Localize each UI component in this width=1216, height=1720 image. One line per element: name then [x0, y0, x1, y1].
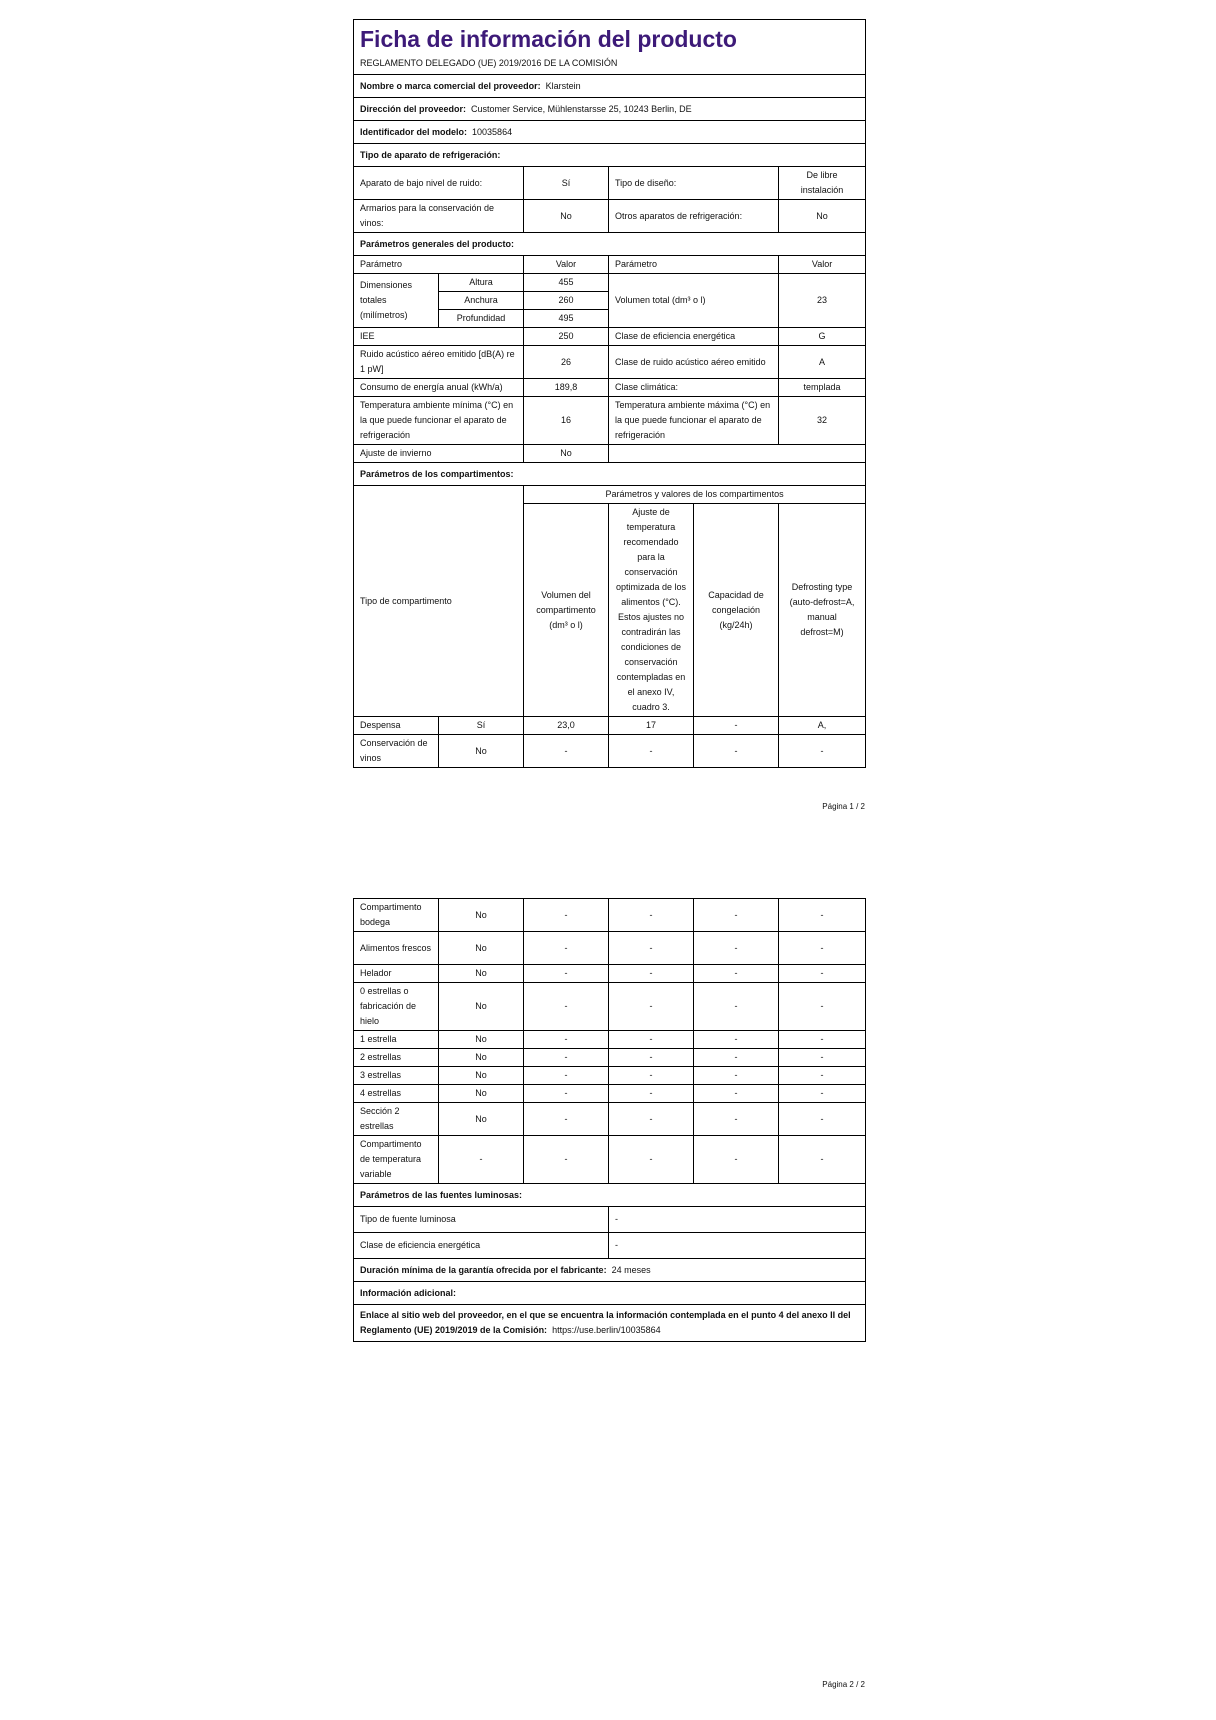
width-label: Anchura [439, 292, 524, 310]
compartment-volume: - [524, 1103, 609, 1136]
noise-class-label: Clase de ruido acústico aéreo emitido [609, 346, 779, 379]
value-header-2: Valor [779, 256, 866, 274]
compartment-present: No [439, 1103, 524, 1136]
page-number-2: Página 2 / 2 [822, 1680, 865, 1689]
winter-setting-value: No [524, 445, 609, 463]
compartment-freeze: - [694, 899, 779, 932]
compartment-present: No [439, 965, 524, 983]
noise-label: Ruido acústico aéreo emitido [dB(A) re 1 pW] [354, 346, 524, 379]
compartment-volume: 23,0 [524, 717, 609, 735]
climate-class-label: Clase climática: [609, 379, 779, 397]
light-type-label: Tipo de fuente luminosa [354, 1207, 609, 1233]
appliance-type-heading: Tipo de aparato de refrigeración: [354, 144, 866, 167]
value-header: Valor [524, 256, 609, 274]
compartment-temp: - [609, 1049, 694, 1067]
table-row [354, 965, 866, 983]
compartment-volume: - [524, 1067, 609, 1085]
table-row [354, 1049, 866, 1067]
compartment-defrost: - [779, 1103, 866, 1136]
light-class-label: Clase de eficiencia energética [354, 1233, 609, 1259]
compartment-freeze: - [694, 717, 779, 735]
compartment-freeze: - [694, 983, 779, 1031]
min-temp-value: 16 [524, 397, 609, 445]
table-row [354, 1136, 866, 1184]
compartment-freeze: - [694, 1136, 779, 1184]
compartment-defrost: - [779, 1031, 866, 1049]
energy-class-value: G [779, 328, 866, 346]
noise-value: 26 [524, 346, 609, 379]
compartment-type-header: Tipo de compartimento [354, 486, 524, 717]
document-title: Ficha de información del producto [360, 26, 737, 52]
compartment-freeze: - [694, 932, 779, 965]
model-label: Identificador del modelo: [360, 126, 468, 137]
other-appliance-value: No [779, 200, 866, 233]
supplier-address-label: Dirección del proveedor: [360, 103, 467, 114]
compartment-temp: - [609, 1067, 694, 1085]
depth-label: Profundidad [439, 310, 524, 328]
model-row [354, 121, 866, 144]
col-volume-header: Volumen del compartimento (dm³ o l) [524, 504, 609, 717]
light-params-heading: Parámetros de las fuentes luminosas: [354, 1184, 866, 1207]
compartment-present: - [439, 1136, 524, 1184]
compartment-defrost: - [779, 1049, 866, 1067]
compartment-temp: - [609, 1031, 694, 1049]
compartment-name: Conservación de vinos [354, 735, 439, 768]
compartment-present: No [439, 1049, 524, 1067]
compartment-present: No [439, 899, 524, 932]
compartment-present: No [439, 735, 524, 768]
noise-class-value: A [779, 346, 866, 379]
light-class-value: - [609, 1233, 866, 1259]
table-row [354, 735, 866, 768]
compartment-freeze: - [694, 735, 779, 768]
compartment-name: Sección 2 estrellas [354, 1103, 439, 1136]
compartment-defrost: - [779, 1067, 866, 1085]
compartment-name: 0 estrellas o fabricación de hielo [354, 983, 439, 1031]
compartment-defrost: - [779, 735, 866, 768]
param-header: Parámetro [354, 256, 524, 274]
supplier-name-row [354, 75, 866, 98]
compartments-heading: Parámetros de los compartimentos: [354, 463, 866, 486]
compartment-present: Sí [439, 717, 524, 735]
compartment-temp: - [609, 1103, 694, 1136]
table-row [354, 1085, 866, 1103]
page-number-1: Página 1 / 2 [822, 802, 865, 811]
supplier-address-value: Customer Service, Mühlenstarsse 25, 10243 Berlin, DE [471, 103, 692, 114]
compartment-name: Despensa [354, 717, 439, 735]
compartment-defrost: - [779, 1085, 866, 1103]
compartment-temp: - [609, 932, 694, 965]
supplier-name-value: Klarstein [545, 80, 581, 91]
design-type-value: De libre instalación [779, 167, 866, 200]
compartment-defrost: - [779, 965, 866, 983]
compartment-temp: - [609, 1085, 694, 1103]
page-1-sheet [353, 19, 865, 768]
supplier-link-row [354, 1305, 866, 1342]
dimensions-label: Dimensiones totales (milímetros) [354, 274, 439, 328]
table-row [354, 1103, 866, 1136]
width-value: 260 [524, 292, 609, 310]
wine-cabinet-label: Armarios para la conservación de vinos: [354, 200, 524, 233]
low-noise-label: Aparato de bajo nivel de ruido: [354, 167, 524, 200]
min-temp-label: Temperatura ambiente mínima (°C) en la que puede funcionar el aparato de refrigeración [354, 397, 524, 445]
model-value: 10035864 [472, 126, 513, 137]
supplier-link-value[interactable]: https://use.berlin/10035864 [552, 1325, 661, 1335]
compartment-name: Helador [354, 965, 439, 983]
compartment-temp: - [609, 965, 694, 983]
compartment-defrost: - [779, 899, 866, 932]
compartment-freeze: - [694, 1031, 779, 1049]
col-freeze-header: Capacidad de congelación (kg/24h) [694, 504, 779, 717]
design-type-label: Tipo de diseño: [609, 167, 779, 200]
supplier-name-label: Nombre o marca comercial del proveedor: [360, 80, 541, 91]
table-row [354, 1031, 866, 1049]
compartment-freeze: - [694, 1067, 779, 1085]
compartment-volume: - [524, 735, 609, 768]
compartment-name: 1 estrella [354, 1031, 439, 1049]
max-temp-value: 32 [779, 397, 866, 445]
total-volume-value: 23 [779, 274, 866, 328]
winter-empty-cell [609, 445, 866, 463]
compartment-volume: - [524, 1049, 609, 1067]
additional-info-heading: Información adicional: [354, 1282, 866, 1305]
compartment-volume: - [524, 965, 609, 983]
height-value: 455 [524, 274, 609, 292]
compartment-present: No [439, 983, 524, 1031]
compartment-volume: - [524, 1031, 609, 1049]
regulation-subtitle: REGLAMENTO DELEGADO (UE) 2019/2016 DE LA COMISIÓN [360, 58, 618, 68]
compartment-present: No [439, 1085, 524, 1103]
warranty-label: Duración mínima de la garantía ofrecida por el fabricante: [360, 1264, 607, 1275]
product-info-table [353, 19, 866, 768]
max-temp-label: Temperatura ambiente máxima (°C) en la que puede funcionar el aparato de refrigeración [609, 397, 779, 445]
warranty-row [354, 1259, 866, 1282]
compartment-temp: - [609, 735, 694, 768]
energy-consumption-value: 189,8 [524, 379, 609, 397]
param-header-2: Parámetro [609, 256, 779, 274]
light-type-value: - [609, 1207, 866, 1233]
compartment-defrost: - [779, 983, 866, 1031]
warranty-value: 24 meses [611, 1264, 651, 1275]
winter-setting-label: Ajuste de invierno [354, 445, 524, 463]
title-cell [354, 20, 866, 75]
compartment-name: Compartimento de temperatura variable [354, 1136, 439, 1184]
compartment-freeze: - [694, 1085, 779, 1103]
compartment-volume: - [524, 899, 609, 932]
other-appliance-label: Otros aparatos de refrigeración: [609, 200, 779, 233]
compartment-name: 2 estrellas [354, 1049, 439, 1067]
compartment-freeze: - [694, 1103, 779, 1136]
table-row [354, 717, 866, 735]
compartment-name: Alimentos frescos [354, 932, 439, 965]
energy-class-label: Clase de eficiencia energética [609, 328, 779, 346]
compartment-freeze: - [694, 1049, 779, 1067]
compartment-defrost: A, [779, 717, 866, 735]
supplier-link-label: Enlace al sitio web del proveedor, en el que se encuentra la información contemplada en el punto 4 del anexo II del Reglamento (UE) 2019/2019 de la Comisión: [360, 1310, 851, 1335]
compartment-freeze: - [694, 965, 779, 983]
general-params-heading: Parámetros generales del producto: [354, 233, 866, 256]
iee-value: 250 [524, 328, 609, 346]
compartment-name: Compartimento bodega [354, 899, 439, 932]
table-row [354, 932, 866, 965]
total-volume-label: Volumen total (dm³ o l) [609, 274, 779, 328]
compartment-volume: - [524, 932, 609, 965]
compartment-defrost: - [779, 932, 866, 965]
compartment-present: No [439, 1067, 524, 1085]
height-label: Altura [439, 274, 524, 292]
compartment-params-header: Parámetros y valores de los compartimentos [524, 486, 866, 504]
compartment-defrost: - [779, 1136, 866, 1184]
energy-consumption-label: Consumo de energía anual (kWh/a) [354, 379, 524, 397]
compartment-volume: - [524, 983, 609, 1031]
table-row [354, 983, 866, 1031]
compartment-temp: - [609, 1136, 694, 1184]
compartment-temp: - [609, 983, 694, 1031]
compartment-volume: - [524, 1136, 609, 1184]
compartment-present: No [439, 932, 524, 965]
page-2-sheet [353, 898, 865, 1342]
compartment-volume: - [524, 1085, 609, 1103]
table-row [354, 899, 866, 932]
depth-value: 495 [524, 310, 609, 328]
climate-class-value: templada [779, 379, 866, 397]
col-defrost-header: Defrosting type (auto-defrost=A, manual defrost=M) [779, 504, 866, 717]
compartment-temp: - [609, 899, 694, 932]
compartment-name: 3 estrellas [354, 1067, 439, 1085]
product-info-table-continued [353, 898, 866, 1342]
low-noise-value: Sí [524, 167, 609, 200]
compartment-temp: 17 [609, 717, 694, 735]
compartment-present: No [439, 1031, 524, 1049]
iee-label: IEE [354, 328, 524, 346]
table-row [354, 1067, 866, 1085]
wine-cabinet-value: No [524, 200, 609, 233]
compartment-name: 4 estrellas [354, 1085, 439, 1103]
supplier-address-row [354, 98, 866, 121]
col-temp-header: Ajuste de temperatura recomendado para la conservación optimizada de los alimentos (°C). Estos ajustes no contradirán las condiciones de conservación contempladas en el anexo IV, cuadro 3. [609, 504, 694, 717]
